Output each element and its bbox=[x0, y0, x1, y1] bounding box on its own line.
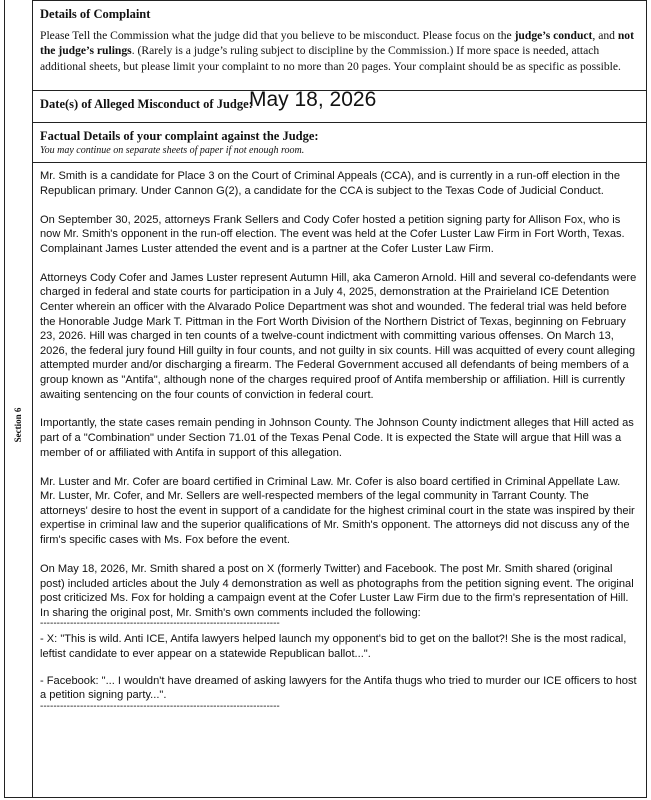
factual-hint: You may continue on separate sheets of paper if not enough room. bbox=[40, 145, 305, 156]
section-label: Section 6 bbox=[13, 407, 23, 443]
divider-top: ------------------------------------------------------------------------ bbox=[40, 620, 280, 630]
form-bottom-border bbox=[4, 797, 647, 798]
date-section bbox=[32, 90, 646, 122]
complaint-form bbox=[4, 0, 647, 798]
quote-facebook: - Facebook: "... I wouldn't have dreamed of asking lawyers for the Antifa thugs who tried to murder our ICE officers to host a petition signing party...". bbox=[40, 674, 637, 702]
divider-bottom: ------------------------------------------------------------------------ bbox=[40, 702, 280, 712]
details-instructions: Please Tell the Commission what the judge did that you believe to be misconduct. Please focus on the judge’s conduct, and not the judge’s rulings. (Rarely is a judge’s ruling subject to discipline by the Commission.) If more space is needed, attach additional sheets, but please limit your complaint to no more than 20 pages. Your complaint should be as specific as possible. bbox=[40, 29, 634, 73]
factual-heading: Factual Details of your complaint against the Judge: bbox=[40, 129, 319, 143]
details-heading: Details of Complaint bbox=[40, 7, 151, 21]
paragraph: Mr. Smith is a candidate for Place 3 on the Court of Criminal Appeals (CCA), and is currently in a run-off election in the Republican primary. Under Cannon G(2), a candidate for the CCA is subject to the Texas Code of Judicial Conduct. bbox=[40, 170, 621, 197]
factual-body[interactable] bbox=[32, 162, 646, 798]
factual-header bbox=[32, 122, 646, 162]
date-label: Date(s) of Alleged Misconduct of Judge: bbox=[40, 97, 253, 111]
date-value[interactable]: May 18, 2026 bbox=[249, 88, 377, 111]
paragraph: On May 18, 2026, Mr. Smith shared a post on X (formerly Twitter) and Facebook. The post Mr. Smith shared (original post) included articles about the July 4 demonstration as well as photographs from the petition signing event. The original post criticized Ms. Fox for holding a campaign event at the Cofer Luster Law Firm due to the firm's representation of Hill. In sharing the original post, Mr. Smith's own comments included the following: bbox=[40, 563, 634, 619]
paragraph: Mr. Luster and Mr. Cofer are board certified in Criminal Law. Mr. Cofer is also board certified in Criminal Appellate Law. Mr. Luster, Mr. Cofer, and Mr. Sellers are well-respected members of the legal community in Tarrant County. The attorneys' desire to host the event in support of a candidate for the highest criminal court in the state was inspired by their expertise in criminal law and the superior qualifications of Mr. Smith's opponent. The attorneys did not discuss any of the firm's specific cases with Ms. Fox before the event. bbox=[40, 475, 635, 547]
paragraph: Importantly, the state cases remain pending in Johnson County. The Johnson County indictment alleges that Hill acted as part of a "Combination" under Section 71.01 of the Texas Penal Code. It is expected the State will argue that Hill was a member of or affiliated with Antifa in support of this allegation. bbox=[40, 417, 634, 459]
paragraph: Attorneys Cody Cofer and James Luster represent Autumn Hill, aka Cameron Arnold. Hill and several co-defendants were charged in federal and state courts for participation in a July 4, 2025, demonstration at the Prairieland ICE Detention Center wherein an officer with the Alvarado Police Department was shot and wounded. The federal trial was held before the Honorable Judge Mark T. Pittman in the Fort Worth Division of the Northern District of Texas, beginning on February 23, 2026. Hill was charged in ten counts of a twelve-count indictment with committing various offenses. On March 13, 2026, the federal jury found Hill guilty in four counts, and not guilty in six counts. Hill was acquitted of every count alleging attempted murder and/or discharging a firearm. The Federal Government accused all defendants of being members of a group known as "Antifa", although none of the charges required proof of Antifa membership or affiliation. Hill is currently awaiting sentencing on the four counts of conviction in federal court. bbox=[40, 271, 637, 401]
quote-x: - X: "This is wild. Anti ICE, Antifa lawyers helped launch my opponent's bid to get on the ballot?! She is the most radical, leftist candidate to ever appear on a statewide Republican ballot...". bbox=[40, 633, 627, 660]
form-main bbox=[32, 0, 647, 798]
details-section bbox=[32, 0, 646, 90]
paragraph: On September 30, 2025, attorneys Frank Sellers and Cody Cofer hosted a petition signing party for Allison Fox, who is now Mr. Smith's opponent in the run-off election. The event was held at the Cofer Luster Law Firm in Fort Worth, Texas. Complainant James Luster attended the event and is a partner at the Cofer Luster Law Firm. bbox=[40, 213, 625, 255]
section-sidebar bbox=[4, 0, 33, 798]
